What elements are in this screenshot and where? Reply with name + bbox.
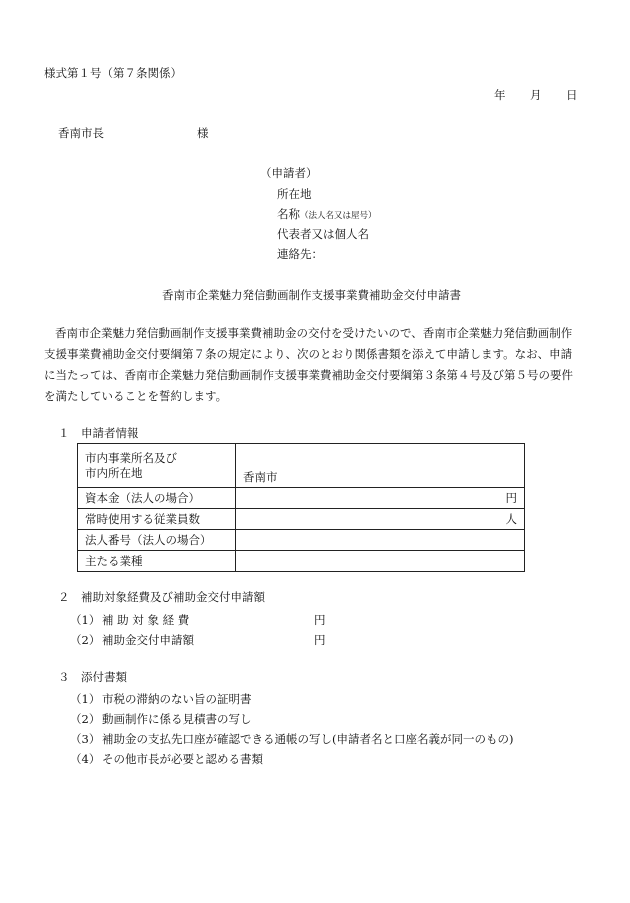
- item-number: （2）: [70, 633, 101, 647]
- corporate-number-label: 法人番号（法人の場合）: [78, 530, 236, 551]
- employees-label: 常時使用する従業員数: [78, 509, 236, 530]
- document-title: 香南市企業魅力発信動画制作支援事業費補助金交付申請書: [162, 288, 461, 302]
- body-line: を満たしていることを誓約します。: [44, 389, 228, 403]
- form-number: 様式第１号（第７条関係）: [44, 66, 182, 80]
- attachment-text: その他市長が必要と認める書類: [102, 752, 263, 766]
- addressee-honorific: 様: [197, 126, 209, 140]
- attachment-text: 動画制作に係る見積書の写し: [102, 712, 252, 726]
- body-line: 香南市企業魅力発信動画制作支援事業費補助金の交付を受けたいので、香南市企業魅力発信動画制作: [55, 326, 573, 340]
- section3-heading: ３ 添付書類: [58, 670, 127, 684]
- subsidy-amount-label: 補助金交付申請額: [102, 633, 194, 647]
- body-paragraph: [44, 323, 592, 407]
- attachment-text: 補助金の支払先口座が確認できる通帳の写し(申請者名と口座名義が同一のもの): [102, 732, 514, 746]
- employees-value-cell[interactable]: [236, 509, 525, 530]
- industry-value-cell[interactable]: [236, 551, 525, 572]
- applicant-label: （申請者）: [260, 166, 318, 180]
- subsidy-cost-unit: 円: [314, 613, 326, 627]
- item-number: （1）: [70, 692, 101, 706]
- office-label-line1: 市内事業所名及び: [85, 451, 177, 466]
- industry-label: 主たる業種: [78, 551, 236, 572]
- section1-heading: １ 申請者情報: [58, 426, 139, 440]
- table-row: [78, 530, 525, 551]
- applicant-info-table: [77, 443, 525, 572]
- capital-value-cell[interactable]: [236, 488, 525, 509]
- table-row: [78, 444, 525, 488]
- section2-heading: ２ 補助対象経費及び補助金交付申請額: [58, 590, 265, 604]
- item-number: （3）: [70, 732, 101, 746]
- item-number: （4）: [70, 752, 101, 766]
- corporate-number-value-cell[interactable]: [236, 530, 525, 551]
- applicant-contact-label: 連絡先：: [277, 247, 323, 261]
- table-label-cell: [78, 444, 236, 488]
- office-label-line2: 市内所在地: [85, 465, 143, 480]
- capital-label: 資本金（法人の場合）: [78, 488, 236, 509]
- item-number: （1）: [70, 613, 101, 627]
- subsidy-cost-label: 補 助 対 象 経 費: [102, 613, 190, 627]
- addressee-name: 香南市長: [58, 126, 104, 140]
- table-row: [78, 488, 525, 509]
- applicant-name-label: [277, 208, 377, 222]
- item-number: （2）: [70, 712, 101, 726]
- table-row: [78, 509, 525, 530]
- subsidy-amount-unit: 円: [314, 633, 326, 647]
- applicant-representative-label: 代表者又は個人名: [277, 227, 369, 241]
- attachment-text: 市税の滞納のない旨の証明書: [102, 692, 252, 706]
- table-row: [78, 551, 525, 572]
- applicant-address-label: 所在地: [277, 187, 312, 201]
- applicant-name-text: 名称: [277, 207, 300, 221]
- applicant-name-note: （法人名又は屋号）: [300, 211, 377, 221]
- employees-unit: 人: [505, 511, 517, 526]
- office-value: 香南市: [243, 469, 278, 484]
- body-line: 支援事業費補助金交付要綱第７条の規定により、次のとおり関係書類を添えて申請します。なお、申請: [44, 347, 573, 361]
- office-value-cell[interactable]: [236, 444, 525, 488]
- capital-unit: 円: [505, 490, 517, 505]
- date-line: 年 月 日: [494, 88, 578, 102]
- body-line: に当たっては、香南市企業魅力発信動画制作支援事業費補助金交付要綱第３条第４号及び第５号の要件: [44, 368, 573, 382]
